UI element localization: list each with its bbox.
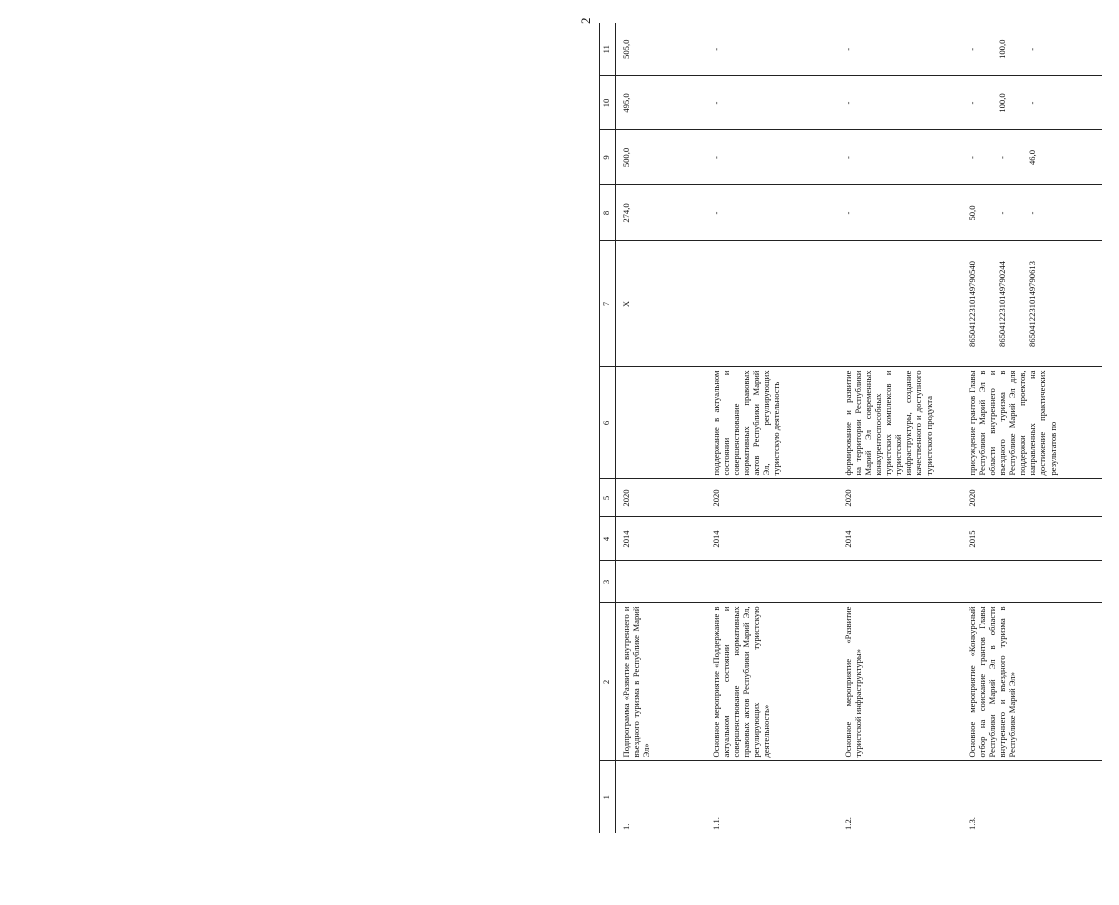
row-year-start: 2014 — [838, 517, 962, 561]
table-row — [962, 23, 1102, 833]
value: - — [710, 47, 721, 51]
header-cell: 2 — [600, 603, 616, 761]
row-number: 1. — [621, 823, 631, 830]
row-col11 — [838, 23, 962, 76]
value: - — [842, 47, 853, 51]
row-year-end: 2020 — [706, 479, 838, 517]
rotated-table-area — [599, 23, 1119, 833]
value: - — [842, 101, 853, 105]
value: 100,0 — [996, 39, 1007, 59]
header-cell: 9 — [600, 130, 616, 185]
value: - — [842, 156, 853, 159]
value: 50,0 — [966, 205, 977, 221]
row-col11 — [706, 23, 838, 76]
row-col3 — [706, 561, 838, 603]
value: - — [996, 211, 1007, 215]
row-codes — [962, 241, 1102, 367]
row-col10 — [838, 76, 962, 130]
row-result — [616, 367, 706, 479]
value: - — [1026, 101, 1037, 105]
value: - — [966, 47, 977, 51]
row-col9 — [838, 130, 962, 185]
row-result: формирование и развитие на территории Республики Марий Эл современных конкурентоспособных туристских комплексов и туристской инфраструктуры, создание качественного и доступного туристского продукта — [838, 367, 962, 479]
row-col8 — [838, 185, 962, 241]
table-row — [616, 23, 706, 833]
header-cell: 6 — [600, 367, 616, 479]
row-year-end: 2020 — [616, 479, 706, 517]
page-number: 2 — [578, 17, 593, 24]
row-col8 — [706, 185, 838, 241]
row-col10 — [706, 76, 838, 130]
value: 495,0 — [621, 93, 631, 113]
header-cell: 10 — [600, 76, 616, 130]
row-col3 — [962, 561, 1102, 603]
row-codes — [706, 241, 838, 367]
header-cell: 3 — [600, 561, 616, 603]
value: 274,0 — [621, 203, 631, 223]
header-cell: 1 — [600, 761, 616, 833]
row-col8 — [616, 185, 706, 241]
table-row — [706, 23, 838, 833]
value: - — [966, 156, 977, 159]
row-number: 1.1. — [710, 817, 721, 830]
header-cell: 5 — [600, 479, 616, 517]
row-result: поддержание в актуальном состоянии и совершенствование нормативных правовых актов Республики Марий Эл, регулирующих туристскую деятельность — [706, 367, 838, 479]
row-year-start: 2015 — [962, 517, 1102, 561]
header-cell: 8 — [600, 185, 616, 241]
value: - — [710, 156, 721, 159]
header-cell: 4 — [600, 517, 616, 561]
row-codes — [616, 241, 706, 367]
header-cell: 7 — [600, 241, 616, 367]
value: - — [710, 211, 721, 215]
row-year-start: 2014 — [616, 517, 706, 561]
row-col8 — [962, 185, 1102, 241]
value: - — [1026, 211, 1037, 215]
program-table — [599, 23, 1102, 833]
code-value: 86504122310149790244 — [996, 261, 1007, 347]
value: 100,0 — [996, 93, 1007, 113]
code-value: Х — [621, 300, 631, 308]
value: - — [842, 211, 853, 215]
row-col3 — [616, 561, 706, 603]
row-number: 1.2. — [842, 817, 853, 830]
value: - — [966, 101, 977, 105]
row-col11 — [962, 23, 1102, 76]
row-result: присуждение грантов Главы Республики Марий Эл в области внутреннего и въездного туризма в Республике Марий Эл для поддержки проектов, направленных на достижение практических результатов по — [962, 367, 1102, 479]
row-col10 — [616, 76, 706, 130]
row-col10 — [962, 76, 1102, 130]
row-name: Основное мероприятие «Поддержание в актуальном состоянии и совершенствование нормативных правовых актов Республики Марий Эл, регулирующих туристскую деятельность» — [706, 603, 838, 761]
row-name: Подпрограмма «Развитие внутреннего и въездного туризма в Республике Марий Эл» — [616, 603, 706, 761]
row-name: Основное мероприятие «Развитие туристской инфраструктуры» — [838, 603, 962, 761]
row-name: Основное мероприятие «Конкурсный отбор на соискание грантов Главы Республики Марий Эл в области внутреннего и въездного туризма в Республике Марий Эл» — [962, 603, 1102, 761]
row-col11 — [616, 23, 706, 76]
value: 500,0 — [621, 147, 631, 168]
header-cell: 11 — [600, 23, 616, 76]
value: 46,0 — [1026, 149, 1037, 166]
row-year-end: 2020 — [962, 479, 1102, 517]
row-col9 — [616, 130, 706, 185]
value: - — [996, 156, 1007, 159]
code-value: 86504122310149790540 — [966, 261, 977, 347]
row-year-start: 2014 — [706, 517, 838, 561]
code-value: 86504122310149790613 — [1026, 261, 1037, 347]
row-col3 — [838, 561, 962, 603]
value: - — [710, 101, 721, 105]
row-number: 1.3. — [966, 817, 977, 830]
value: - — [1026, 47, 1037, 51]
row-col9 — [962, 130, 1102, 185]
value: 505,0 — [621, 39, 631, 59]
row-col9 — [706, 130, 838, 185]
row-year-end: 2020 — [838, 479, 962, 517]
row-codes — [838, 241, 962, 367]
header-row — [600, 23, 616, 833]
table-row — [838, 23, 962, 833]
